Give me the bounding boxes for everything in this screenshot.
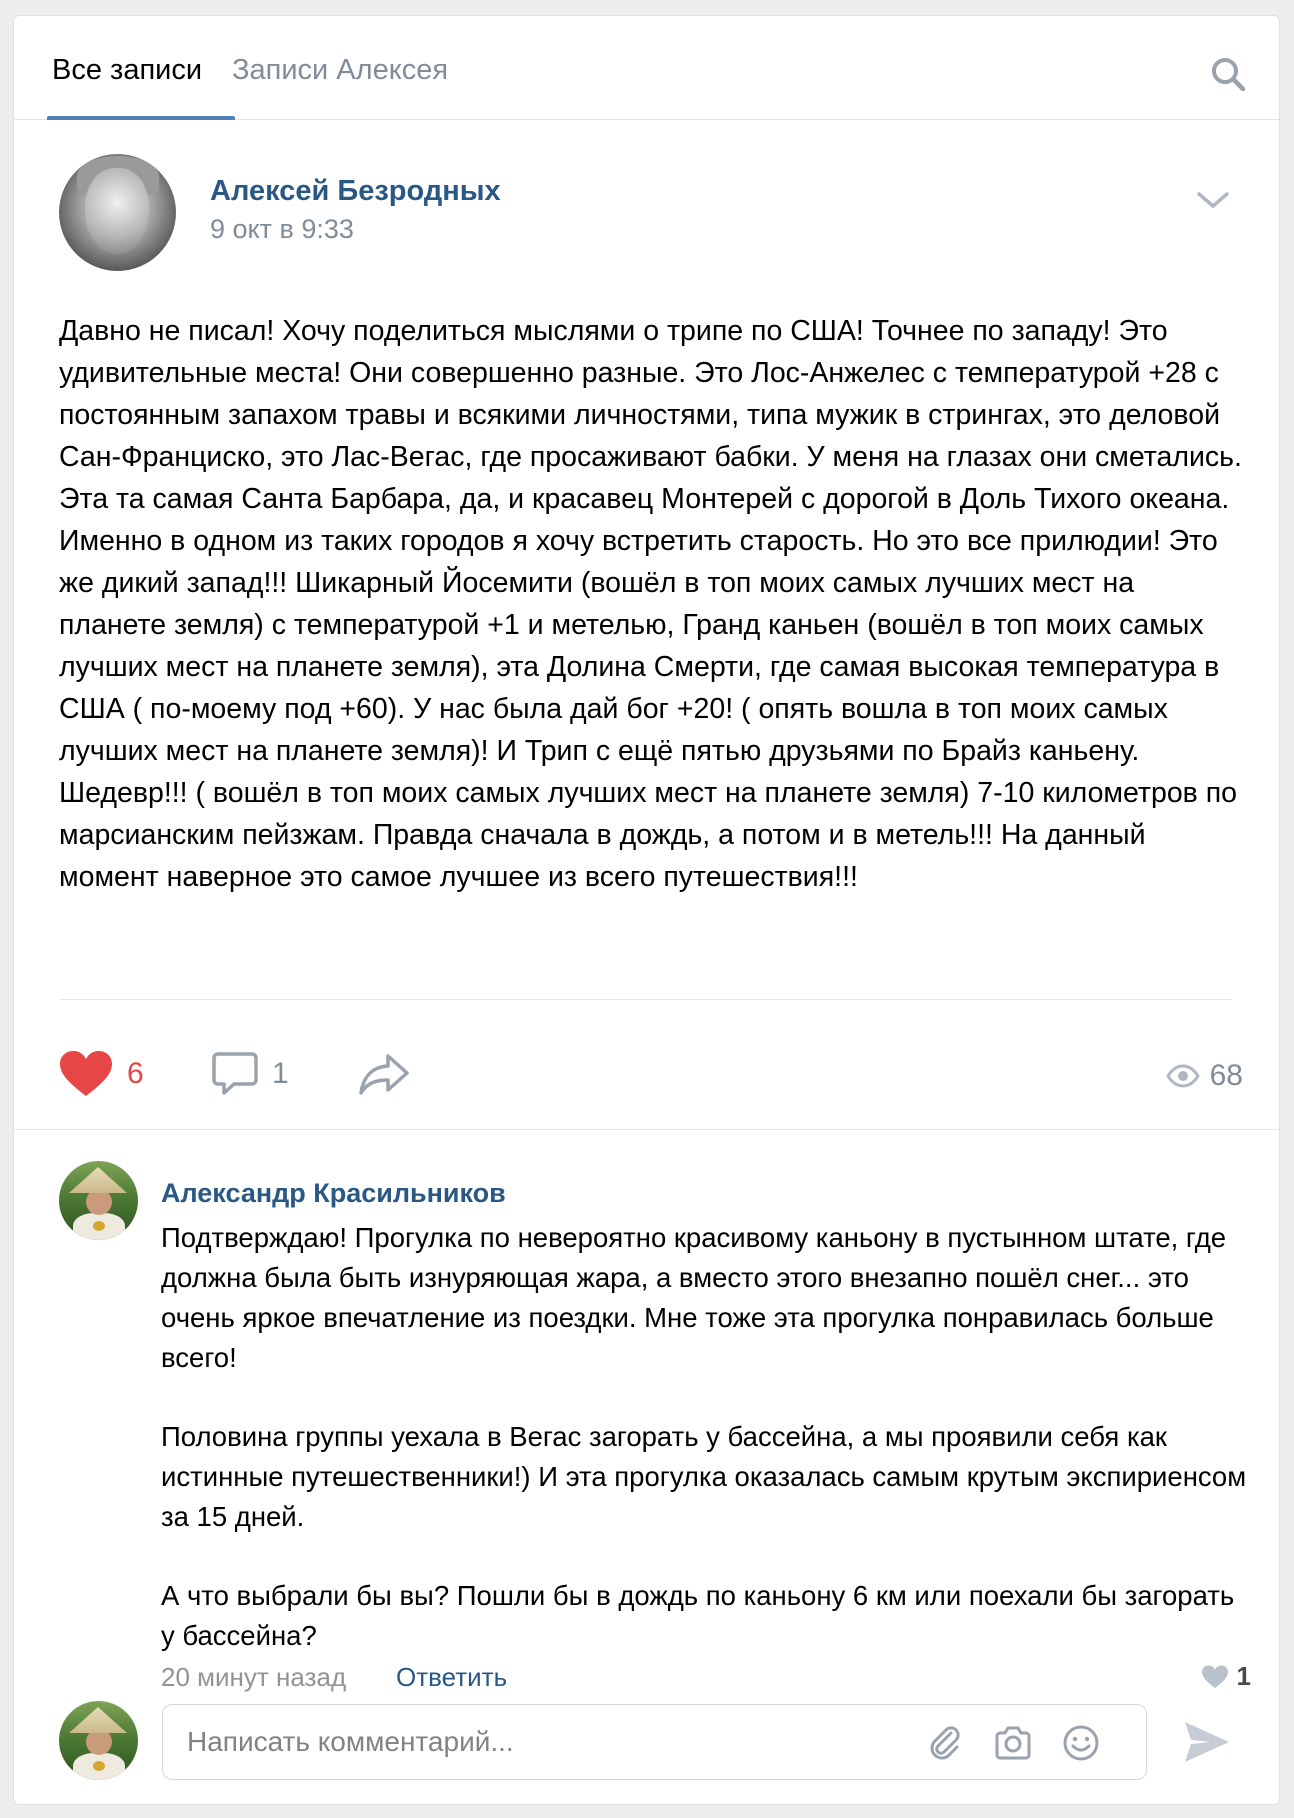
tab-all-posts[interactable]: Все записи bbox=[52, 54, 203, 86]
comment-count: 1 bbox=[272, 1057, 289, 1090]
like-count: 6 bbox=[127, 1057, 144, 1090]
wall-card bbox=[13, 15, 1280, 1805]
comment-icon bbox=[212, 1051, 258, 1097]
eye-icon bbox=[1166, 1064, 1200, 1088]
views-counter bbox=[1166, 1056, 1243, 1096]
comment-like-button[interactable] bbox=[1201, 1661, 1251, 1692]
comment-composer bbox=[162, 1704, 1147, 1780]
share-button[interactable] bbox=[358, 1044, 410, 1104]
comments-divider bbox=[14, 1129, 1279, 1130]
reply-button[interactable]: Ответить bbox=[396, 1662, 508, 1692]
comment-author-name[interactable]: Александр Красильников bbox=[161, 1178, 506, 1208]
search-icon[interactable] bbox=[1207, 53, 1251, 97]
comment-paragraph: А что выбрали бы вы? Пошли бы в дождь по каньону 6 км или поехали бы загорать у бассейна? bbox=[161, 1580, 1235, 1651]
comment-author-avatar[interactable] bbox=[59, 1161, 138, 1240]
comment-like-count: 1 bbox=[1236, 1661, 1251, 1691]
avatar-shirt bbox=[73, 1753, 125, 1780]
wall-tabs bbox=[14, 16, 1279, 120]
smile-icon[interactable] bbox=[1061, 1723, 1101, 1763]
share-icon bbox=[358, 1052, 410, 1096]
tab-author-posts[interactable]: Записи Алексея bbox=[232, 54, 449, 86]
post-author-name[interactable]: Алексей Безродных bbox=[210, 175, 501, 207]
heart-icon bbox=[59, 1050, 113, 1098]
avatar-hat bbox=[69, 1707, 127, 1733]
post-text: Давно не писал! Хочу поделиться мыслями о трипе по США! Точнее по западу! Это удивительные места! Они совершенно разные. Это Лос-Анжелес с температурой +28 с постоянным запахом травы и всякими личностями, типа мужик в стрингах, это деловой Сан-Франциско, это Лас-Вегас, где просаживают бабки. У меня на глазах они сметались. Эта та самая Санта Барбара, да, и красавец Монтерей с дорогой в Доль Тихого океана. Именно в одном из таких городов я хочу встретить старость. Но это все прилюдии! Это же дикий запад!!! Шикарный Йосемити (вошёл в топ моих самых лучших мест на планете земля) с температурой +1 и метелью, Гранд каньен (вошёл в топ моих самых лучших мест на планете земля), эта Долина Смерти, где самая высокая температура в США ( по-моему под +60). У нас была дай бог +20! ( опять вошла в топ моих самых лучших мест на планете земля)! И Трип с ещё пятью друзьями по Брайз каньену. Шедевр!!! ( вошёл в топ моих самых лучших мест на планете земля) 7-10 километров по марсианским пейзжам. Правда сначала в дождь, а потом и в метель!!! На данный момент наверное это самое лучшее из всего путешествия!!! bbox=[59, 315, 1242, 893]
avatar-face bbox=[85, 168, 149, 254]
send-icon[interactable] bbox=[1181, 1716, 1233, 1768]
comment-time[interactable]: 20 минут назад bbox=[161, 1662, 347, 1692]
comment-paragraph: Половина группы уехала в Вегас загорать у бассейна, а мы проявили себя как истинные путешественники!) И эта прогулка оказалась самым крутым экспириенсом за 15 дней. bbox=[161, 1421, 1247, 1532]
paperclip-icon[interactable] bbox=[925, 1723, 965, 1763]
comment-text bbox=[161, 1218, 1251, 1656]
post-author-avatar[interactable] bbox=[59, 154, 176, 271]
comment-paragraph: Подтверждаю! Прогулка по невероятно красивому каньону в пустынном штате, где должна была быть изнуряющая жара, а вместо этого внезапно пошёл снег... это очень яркое впечатление из поездки. Мне тоже эта прогулка понравилась больше всего! bbox=[161, 1222, 1227, 1373]
comment-button[interactable] bbox=[212, 1044, 289, 1104]
heart-icon bbox=[1201, 1665, 1229, 1689]
views-count: 68 bbox=[1209, 1059, 1243, 1092]
post-date[interactable]: 9 окт в 9:33 bbox=[210, 214, 354, 244]
avatar-shirt bbox=[73, 1213, 125, 1240]
current-user-avatar bbox=[59, 1701, 138, 1780]
active-tab-indicator bbox=[47, 116, 235, 120]
camera-icon[interactable] bbox=[993, 1723, 1033, 1763]
post-divider bbox=[59, 999, 1232, 1000]
avatar-hat bbox=[69, 1167, 127, 1193]
like-button[interactable] bbox=[59, 1044, 144, 1104]
chevron-down-icon[interactable] bbox=[1195, 188, 1231, 212]
comment-input[interactable] bbox=[187, 1705, 807, 1779]
